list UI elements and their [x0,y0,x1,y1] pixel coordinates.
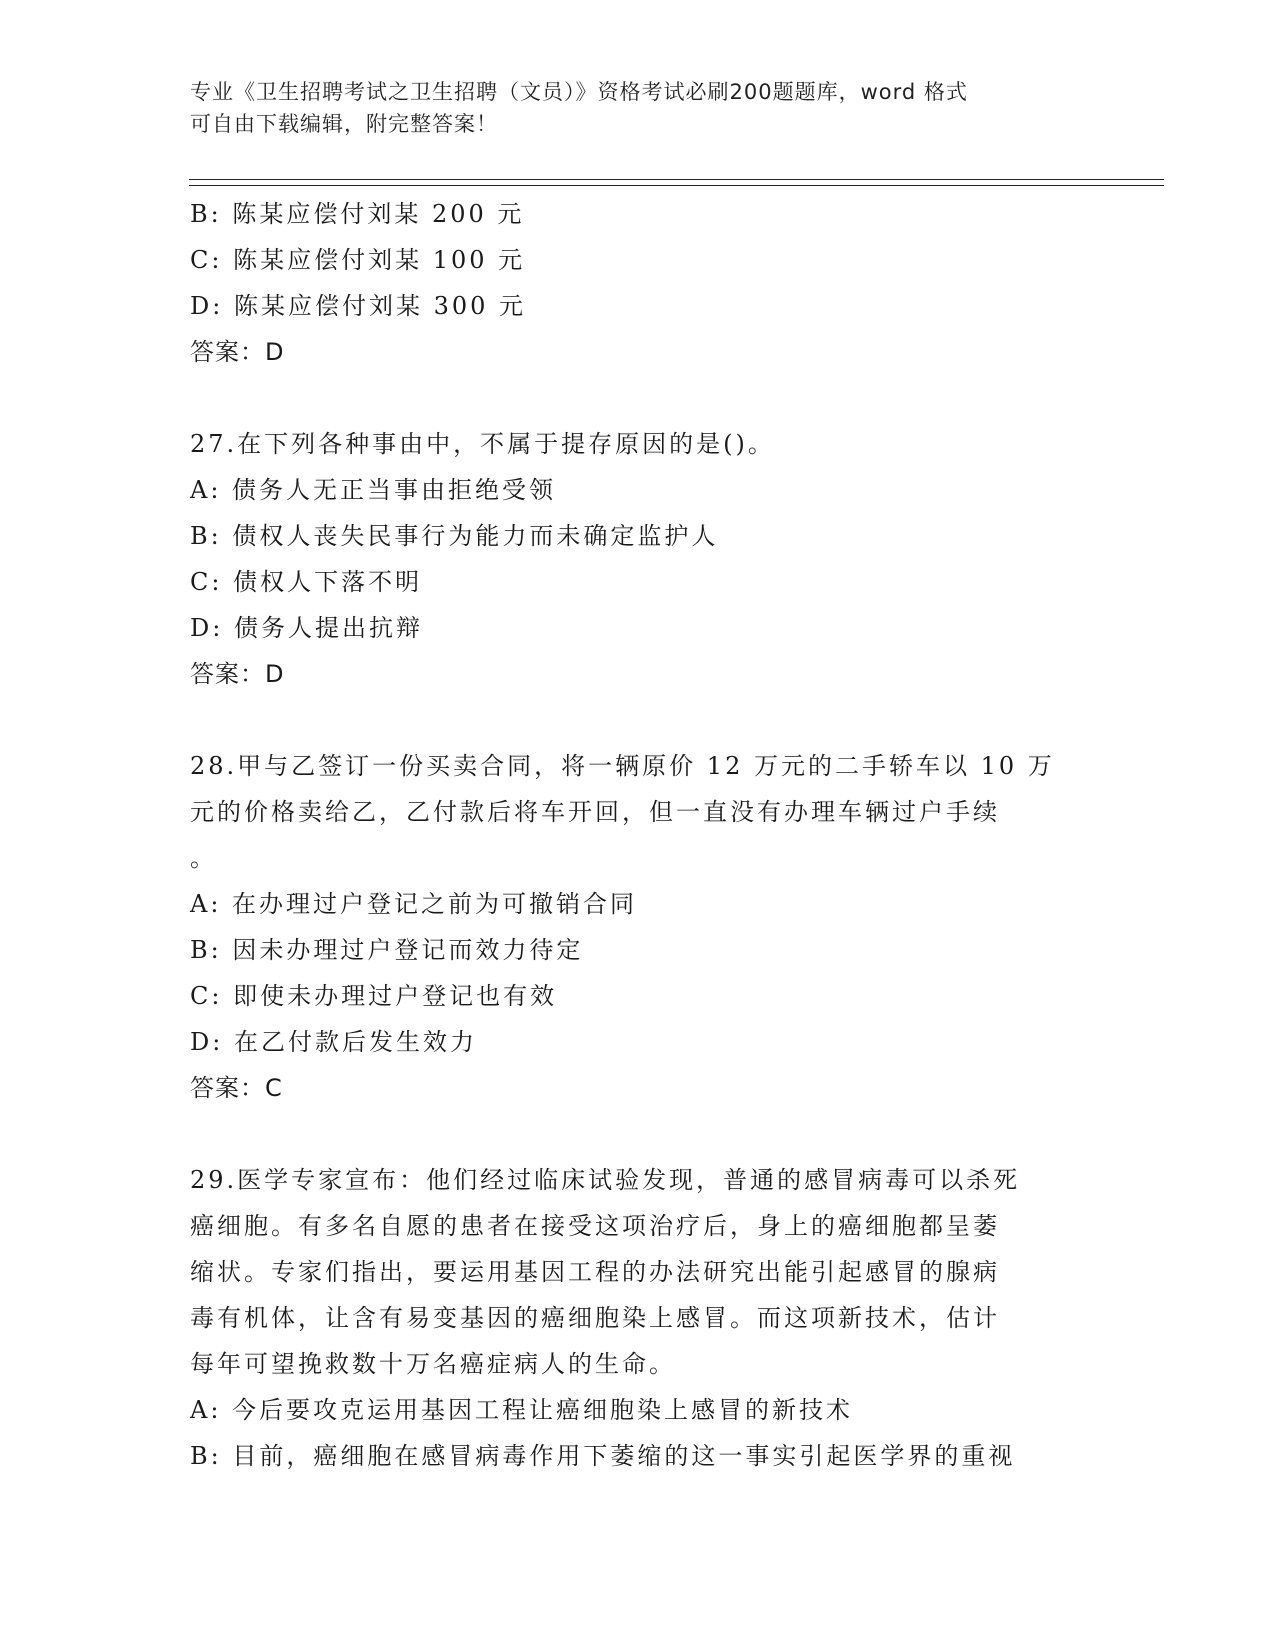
prev-question [190,191,1090,375]
answer-line: 答案：C [190,1074,283,1102]
answer-line: 答案：D [190,660,285,688]
option-d: D: 在乙付款后发生效力 [190,1028,477,1056]
option-b: B: 债权人丧失民事行为能力而未确定监护人 [190,522,719,550]
option-d: D: 债务人提出抗辩 [190,614,423,642]
spacer [190,697,1090,743]
question-stem-line: 元的价格卖给乙，乙付款后将车开回，但一直没有办理车辆过户手续 [190,798,1000,826]
question-29 [190,1157,1090,1479]
option-a: A: 在办理过户登记之前为可撤销合同 [190,890,638,918]
option-a: A: 债务人无正当事由拒绝受领 [190,476,557,504]
option-c: C: 债权人下落不明 [190,568,423,596]
header-title-line-2: 可自由下载编辑，附完整答案！ [190,112,498,136]
option-d: D: 陈某应偿付刘某 300 元 [190,292,527,320]
question-stem: 27.在下列各种事由中，不属于提存原因的是()。 [190,430,775,458]
question-content [190,191,1090,1479]
answer-line: 答案：D [190,338,285,366]
spacer [190,375,1090,421]
option-b: B: 因未办理过户登记而效力待定 [190,936,584,964]
question-stem-line: 癌细胞。有多名自愿的患者在接受这项治疗后，身上的癌细胞都呈萎 [190,1212,1000,1240]
question-28 [190,743,1090,1111]
question-stem-line: 每年可望挽救数十万名癌症病人的生命。 [190,1350,676,1378]
option-b: B: 陈某应偿付刘某 200 元 [190,200,525,228]
option-c: C: 陈某应偿付刘某 100 元 [190,246,526,274]
header-divider [189,179,1164,186]
question-stem-line: 毒有机体，让含有易变基因的癌细胞染上感冒。而这项新技术，估计 [190,1304,1000,1332]
question-stem-line: 。 [190,844,217,872]
option-a: A: 今后要攻克运用基因工程让癌细胞染上感冒的新技术 [190,1396,854,1424]
option-b: B: 目前，癌细胞在感冒病毒作用下萎缩的这一事实引起医学界的重视 [190,1442,1016,1470]
question-27 [190,421,1090,697]
page-header [190,76,1090,140]
question-stem-line: 缩状。专家们指出，要运用基因工程的办法研究出能引起感冒的腺病 [190,1258,1000,1286]
option-c: C: 即使未办理过户登记也有效 [190,982,558,1010]
question-stem-line: 29.医学专家宣布：他们经过临床试验发现，普通的感冒病毒可以杀死 [190,1166,1021,1194]
header-title-line-1: 专业《卫生招聘考试之卫生招聘（文员）》资格考试必刷200题题库，word 格式 [190,80,968,104]
spacer [190,1111,1090,1157]
question-stem-line: 28.甲与乙签订一份买卖合同，将一辆原价 12 万元的二手轿车以 10 万 [190,752,1055,780]
